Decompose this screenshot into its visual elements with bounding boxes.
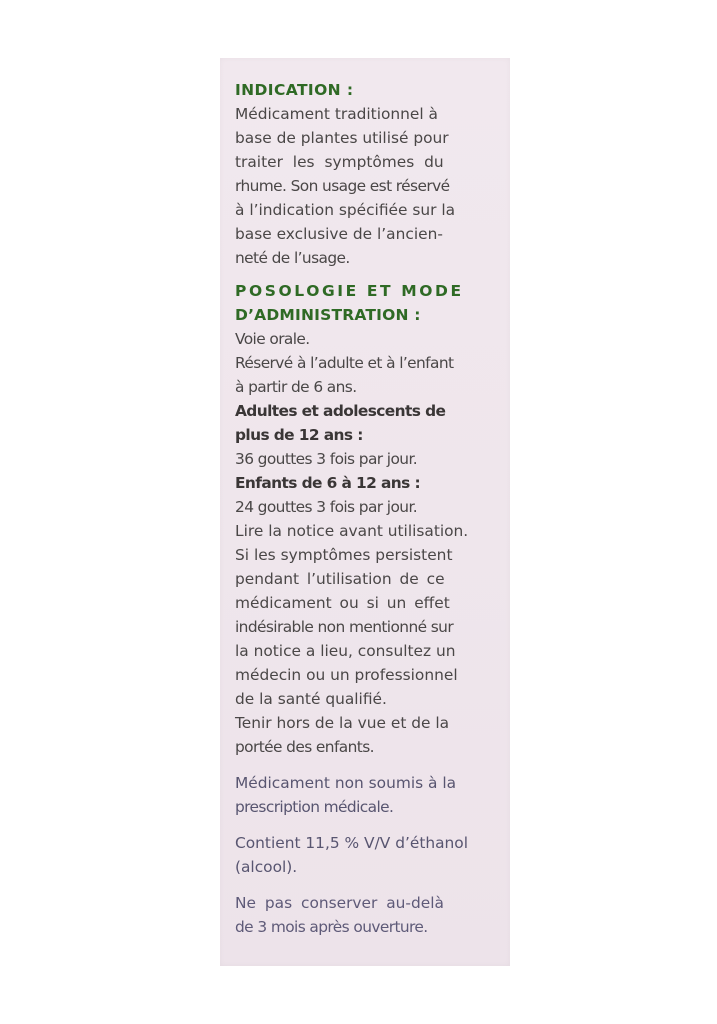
notice-line: Si les symptômes persistent bbox=[235, 546, 453, 564]
indication-line: neté de l’usage. bbox=[235, 249, 350, 267]
notice-line: de la santé qualifié. bbox=[235, 690, 387, 708]
indication-heading: INDICATION : bbox=[235, 81, 354, 99]
indication-line: base exclusive de l’ancien- bbox=[235, 225, 443, 243]
indication-line: à l’indication spécifiée sur la bbox=[235, 201, 456, 219]
reserve-line: à partir de 6 ans. bbox=[235, 378, 357, 396]
indication-line: rhume. Son usage est réservé bbox=[235, 177, 450, 195]
ethanol-line: Contient 11,5 % V/V d’éthanol bbox=[235, 834, 468, 852]
conservation-text bbox=[235, 891, 503, 939]
ethanol-text bbox=[235, 831, 503, 879]
notice-text bbox=[235, 519, 503, 759]
notice-line: Lire la notice avant utilisation. bbox=[235, 522, 469, 540]
adultes-dose: 36 gouttes 3 fois par jour. bbox=[235, 450, 418, 468]
posologie-heading-line2: D’ADMINISTRATION : bbox=[235, 306, 421, 324]
enfants-heading: Enfants de 6 à 12 ans : bbox=[235, 474, 421, 492]
indication-line: Médicament traditionnel à bbox=[235, 105, 438, 123]
indication-text bbox=[235, 102, 503, 270]
prescription-line: Médicament non soumis à la bbox=[235, 774, 457, 792]
enfants-dose: 24 gouttes 3 fois par jour. bbox=[235, 498, 418, 516]
posologie-heading-line1: POSOLOGIE ET MODE bbox=[235, 282, 464, 300]
notice-line: la notice a lieu, consultez un bbox=[235, 642, 456, 660]
leaflet-content bbox=[235, 78, 503, 939]
reserve-line: Réservé à l’adulte et à l’enfant bbox=[235, 354, 454, 372]
leaflet-panel bbox=[220, 58, 510, 966]
indication-line: traiter les symptômes du bbox=[235, 153, 444, 171]
notice-line: portée des enfants. bbox=[235, 738, 374, 756]
ethanol-line: (alcool). bbox=[235, 858, 298, 876]
notice-line: Tenir hors de la vue et de la bbox=[235, 714, 450, 732]
adultes-heading: Adultes et adolescents de bbox=[235, 402, 446, 420]
notice-line: médicament ou si un effet bbox=[235, 594, 450, 612]
notice-line: indésirable non mentionné sur bbox=[235, 618, 454, 636]
adultes-heading: plus de 12 ans : bbox=[235, 426, 363, 444]
indication-line: base de plantes utilisé pour bbox=[235, 129, 449, 147]
notice-line: pendant l’utilisation de ce bbox=[235, 570, 445, 588]
notice-line: médecin ou un professionnel bbox=[235, 666, 458, 684]
prescription-text bbox=[235, 771, 503, 819]
voie-text: Voie orale. bbox=[235, 330, 310, 348]
prescription-line: prescription médicale. bbox=[235, 798, 394, 816]
conservation-line: de 3 mois après ouverture. bbox=[235, 918, 428, 936]
conservation-line: Ne pas conserver au-delà bbox=[235, 894, 444, 912]
